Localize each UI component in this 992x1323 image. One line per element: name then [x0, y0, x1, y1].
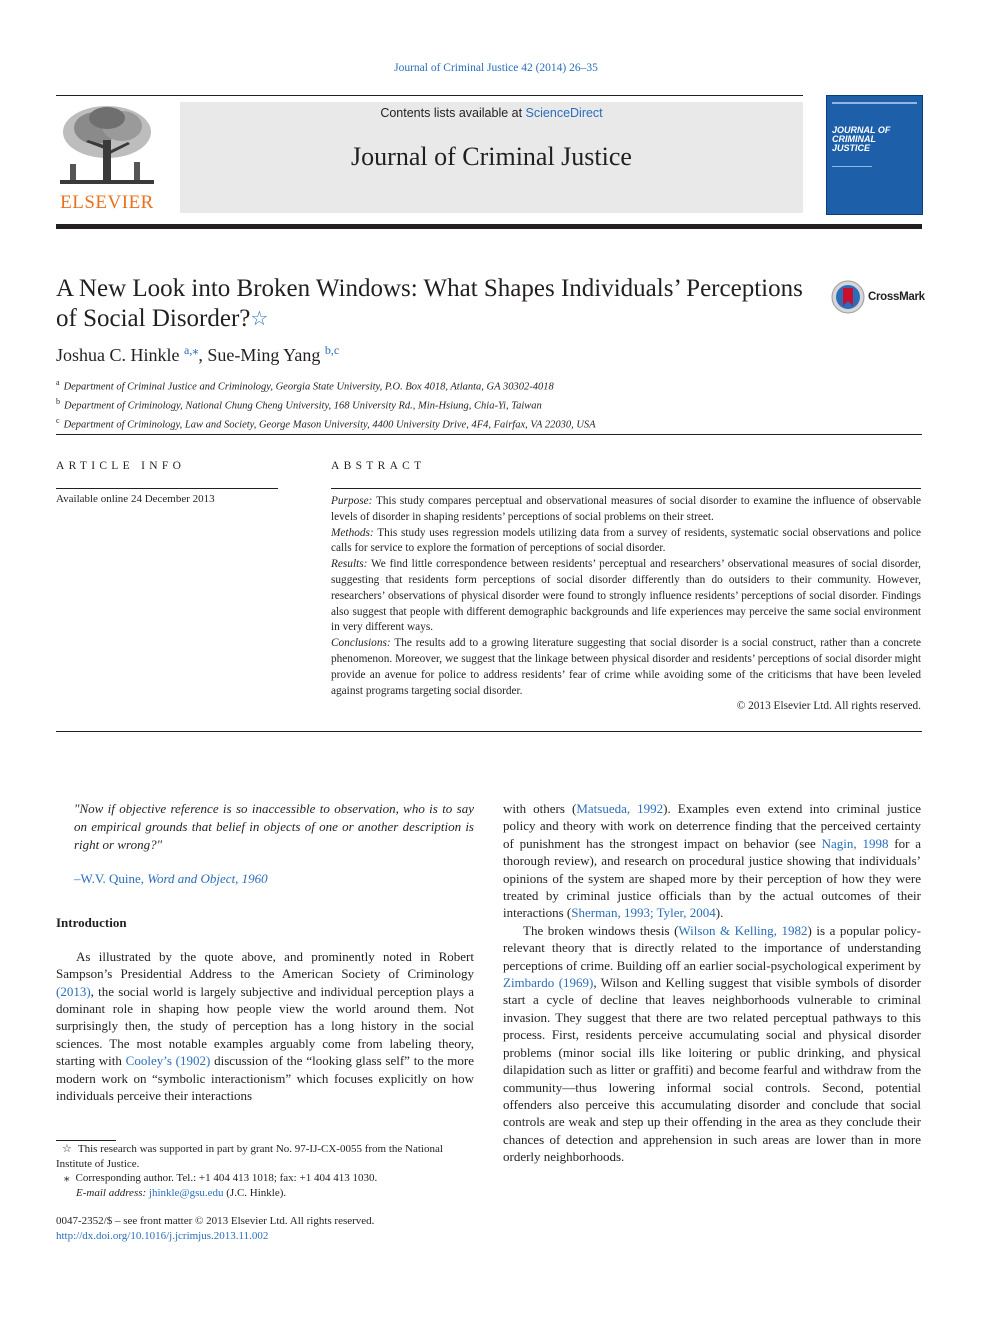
author-affiliation-marks[interactable]: a,⁎	[184, 343, 199, 357]
abstract-heading: ABSTRACT	[331, 460, 426, 472]
epigraph-work[interactable]: Word and Object, 1960	[147, 871, 268, 886]
email-label: E-mail address:	[76, 1186, 147, 1199]
affiliation-key: a	[56, 378, 60, 387]
elsevier-wordmark: ELSEVIER	[60, 192, 154, 213]
epigraph-attribution[interactable]	[74, 870, 474, 887]
citation-link[interactable]: Zimbardo (1969)	[503, 975, 594, 991]
affiliation-key: c	[56, 416, 60, 425]
abstract-methods	[331, 526, 921, 558]
abstract-bottom-rule	[56, 731, 922, 732]
abstract-section-label: Purpose:	[331, 495, 373, 507]
footnote-rule	[56, 1140, 116, 1141]
cover-title: JOURNAL OF CRIMINAL JUSTICE	[832, 125, 891, 153]
author-name[interactable]: Joshua C. Hinkle	[56, 345, 180, 365]
body-paragraph	[56, 948, 474, 1105]
email-footnote	[56, 1186, 474, 1201]
abstract-section-label: Results:	[331, 558, 368, 571]
article-title-text: A New Look into Broken Windows: What Shapes Individuals’ Perceptions of Social Disorder?	[56, 275, 803, 332]
citation-link[interactable]: (2013)	[56, 983, 91, 999]
abstract-section-label: Conclusions:	[331, 637, 391, 650]
affiliation-text: Department of Criminology, Law and Society, George Mason University, 4400 University Drive, 4F4, Fairfax, VA 22030, USA	[63, 419, 596, 431]
abstract-section-text: This study compares perceptual and observational measures of social disorder to examine the influence of observable levels of disorder in shaping residents’ perceptions of social problems on their street.	[331, 495, 921, 523]
paragraph-text: The broken windows thesis (	[523, 922, 679, 938]
footnote-text: Corresponding author. Tel.: +1 404 413 1018; fax: +1 404 413 1030.	[75, 1172, 378, 1184]
cover-header-stripe	[832, 102, 917, 104]
article-meta	[56, 1214, 374, 1243]
paragraph-text: , the social world is largely subjective and individual perception plays a dominant role in shaping how people view the world around them. Not surprisingly then, the study of perception has a long history in the social sciences. The most notable examples arguably come from labeling theory, starting with	[56, 983, 474, 1069]
paragraph-text: ). Examples even extend into criminal justice policy and theory with work on deterrence finding that the perceived certainty of punishment has the strongest impact on behavior (see	[503, 801, 921, 851]
paragraph-text: ).	[715, 905, 724, 921]
abstract-section-text: The results add to a growing literature suggesting that social disorder is a social construct, rather than a concrete phenomenon. Moreover, we suggest that the linkage between physical disorder and residents’ perceptions of social disorder might provide an avenue for police to address residents’ fear of crime while avoiding some of the criticisms that have been leveled against programs targeting social disorder.	[331, 637, 921, 697]
abstract-results	[331, 557, 921, 636]
doi-link[interactable]: http://dx.doi.org/10.1016/j.jcrimjus.2013.11.002	[56, 1229, 269, 1242]
affiliation-item	[56, 376, 596, 395]
author-email-link[interactable]: jhinkle@gsu.edu	[148, 1186, 224, 1199]
footnotes	[56, 1142, 474, 1200]
journal-cover-thumbnail[interactable]	[826, 95, 923, 215]
epigraph-author: –W.V. Quine,	[74, 871, 148, 886]
abstract-copyright: © 2013 Elsevier Ltd. All rights reserved.	[736, 700, 921, 713]
email-suffix: (J.C. Hinkle).	[223, 1186, 287, 1199]
crossmark-icon	[831, 280, 865, 314]
paragraph-text: with others (	[503, 801, 577, 816]
author-list	[56, 343, 339, 366]
abstract-section-text: This study uses regression models utilizing data from a survey of residents, systematic social observations and police calls for service to explore the formation of perceptions of social disorder.	[331, 526, 921, 555]
article-title	[56, 274, 806, 334]
paragraph-text: for a thorough review), and research on procedural justice showing that individuals’ opinions of the system are shaped more by their perception of how they were treated by criminal justice officials than by the actual outcomes of their interactions (	[503, 835, 921, 921]
available-online-date: Available online 24 December 2013	[56, 493, 215, 505]
abstract-purpose	[331, 494, 921, 526]
abstract-conclusions	[331, 636, 921, 699]
elsevier-logo[interactable]	[56, 102, 158, 214]
author-separator: ,	[198, 345, 208, 365]
contents-availability	[180, 106, 803, 120]
issn-copyright: 0047-2352/$ – see front matter © 2013 Elsevier Ltd. All rights reserved.	[56, 1215, 375, 1227]
contents-prefix: Contents lists available at	[380, 106, 526, 120]
title-rule	[56, 434, 922, 435]
body-column-left	[56, 800, 474, 1104]
journal-citation-link[interactable]: Journal of Criminal Justice 42 (2014) 26–35	[394, 62, 598, 74]
affiliation-item	[56, 414, 596, 433]
paragraph-text: As illustrated by the quote above, and prominently noted in Robert Sampson’s Presidential Address to the American Society of Criminology	[56, 948, 474, 982]
body-paragraph	[503, 922, 921, 1166]
citation-link[interactable]: Sherman, 1993; Tyler, 2004	[571, 905, 716, 921]
footnote-star-icon: ☆	[62, 1143, 72, 1155]
citation-link[interactable]: Cooley’s (1902)	[125, 1053, 211, 1069]
corresponding-footnote	[56, 1171, 474, 1186]
title-footnote-star-icon[interactable]: ☆	[250, 308, 269, 330]
abstract-section-text: We find little correspondence between residents’ perceptual and researchers’ observational measures of social disorder, suggesting that residents form perceptions of social disorder differently than do outsiders to their community. However, researchers’ observations of physical disorder were found to strongly influence residents’ perceptions of social disorder. Findings also suggest that people with different demographic backgrounds and life experiences may perceive the same social environment in very different ways.	[331, 558, 921, 634]
journal-masthead	[180, 102, 803, 213]
abstract-body	[331, 494, 921, 715]
sciencedirect-link[interactable]: ScienceDirect	[525, 106, 603, 120]
affiliation-item	[56, 395, 596, 414]
article-info-heading: ARTICLE INFO	[56, 460, 186, 472]
body-column-right	[503, 800, 921, 1166]
affiliation-key: b	[56, 397, 60, 406]
crossmark-badge[interactable]	[831, 280, 926, 316]
citation-link[interactable]: Nagin, 1998	[821, 835, 889, 851]
paragraph-text: , Wilson and Kelling suggest that visible symbols of disorder start a cycle of decline that leaves neighborhoods vulnerable to criminal invasion. They suggest that there are two related perceptual pathways to this process. First, residents perceive accumulating social and physical disorder problems (minor social ills like loitering or public drinking, and physical dilapidation such as litter or graffiti) and become fearful and withdraw from the community—thus lowering informal social controls. Second, potential offenders also perceive this accumulating disorder and conclude that social controls are weak and step up their offending in the area as they conclude their chances of detection and apprehension in such areas are lower than in more orderly neighborhoods.	[503, 975, 921, 1165]
abstract-rule	[331, 488, 921, 489]
cover-divider	[832, 166, 872, 167]
affiliation-text: Department of Criminology, National Chung Cheng University, 168 University Rd., Min-Hsiung, Chia-Yi, Taiwan	[64, 400, 542, 412]
abstract-section-label: Methods:	[331, 526, 374, 539]
section-heading-introduction: Introduction	[56, 915, 127, 931]
paragraph-text: discussion of the “looking glass self” to the more modern work on “symbolic interactionism” which focuses explicitly on how individuals perceive their interactions	[56, 1053, 474, 1104]
footnote-text: This research was supported in part by grant No. 97-IJ-CX-0055 from the National Institute of Justice.	[56, 1143, 443, 1170]
affiliation-text: Department of Criminal Justice and Criminology, Georgia State University, P.O. Box 4018, Atlanta, GA 30302-4018	[63, 381, 554, 393]
author-name[interactable]: Sue-Ming Yang	[207, 345, 321, 365]
header-thick-rule	[56, 224, 922, 229]
body-paragraph	[503, 800, 921, 922]
footnote-asterisk-icon: ⁎	[64, 1172, 70, 1184]
crossmark-label: CrossMark	[868, 291, 925, 303]
paragraph-text: ) is a popular policy-relevant theory that is directly related to the importance of understanding perceptions of crime. Building off an earlier social-psychological experiment by	[503, 922, 922, 973]
affiliation-list	[56, 376, 596, 433]
funding-footnote	[56, 1142, 474, 1171]
header-rule	[56, 95, 803, 96]
author-affiliation-marks[interactable]: b,c	[324, 343, 340, 357]
article-info-rule	[56, 488, 278, 489]
citation-link[interactable]: Wilson & Kelling, 1982	[678, 922, 808, 938]
journal-name[interactable]: Journal of Criminal Justice	[351, 142, 632, 171]
elsevier-tree-icon	[56, 102, 158, 190]
citation-link[interactable]: Matsueda, 1992	[576, 801, 664, 816]
epigraph-quote: "Now if objective reference is so inaccessible to observation, who is to say on empirical grounds that belief in objects of one or another description is right or wrong?"	[74, 801, 474, 852]
